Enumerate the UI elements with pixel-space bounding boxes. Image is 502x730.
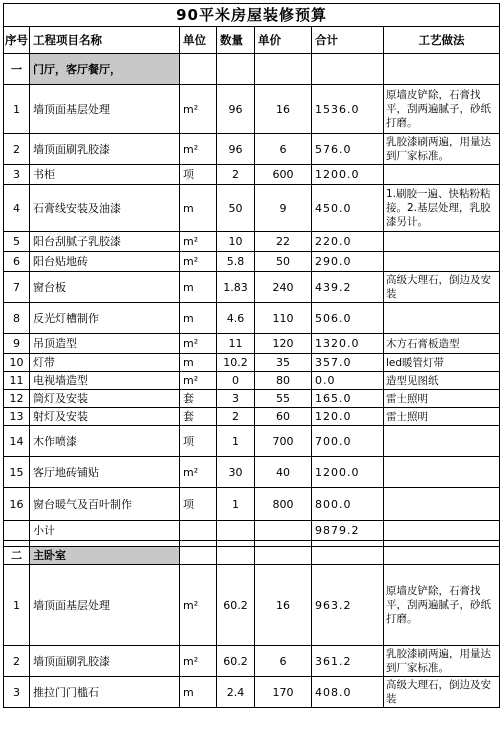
row-qty: 2 [217,408,255,426]
row-total: 1200.0 [312,165,384,185]
row-craft: led暖管灯带 [384,354,500,372]
section-title: 主卧室 [30,547,180,565]
row-craft: 1.刷胶一遍、快粘粉粘接。2.基层处理，乳胶漆另计。 [384,185,500,232]
row-total: 439.2 [312,272,384,303]
subtotal-value: 9879.2 [312,521,384,541]
table-row [4,372,500,390]
row-seq: 6 [4,252,30,272]
row-seq: 4 [4,185,30,232]
row-unit: 套 [180,390,217,408]
row-qty: 1.83 [217,272,255,303]
section-row [4,54,500,85]
row-price: 9 [255,185,312,232]
row-name: 木作喷漆 [30,426,180,457]
row-total: 357.0 [312,354,384,372]
subtotal-label: 小计 [30,521,180,541]
table-row [4,488,500,521]
row-price: 110 [255,303,312,334]
row-price: 700 [255,426,312,457]
row-seq: 5 [4,232,30,252]
row-unit: 套 [180,408,217,426]
row-price: 600 [255,165,312,185]
row-craft: 原墙皮铲除，石膏找平，刮两遍腻子，砂纸打磨。 [384,85,500,134]
section-row [4,547,500,565]
row-total: 408.0 [312,677,384,708]
row-unit: 项 [180,488,217,521]
row-unit: m² [180,232,217,252]
row-unit: m² [180,252,217,272]
col-unit-header: 单位 [180,27,217,54]
row-seq: 8 [4,303,30,334]
row-price: 120 [255,334,312,354]
row-name: 射灯及安装 [30,408,180,426]
row-unit: m² [180,565,217,646]
row-total: 963.2 [312,565,384,646]
row-price: 50 [255,252,312,272]
title-row [4,4,500,27]
row-qty: 50 [217,185,255,232]
row-name: 客厅地砖铺贴 [30,457,180,488]
row-qty: 4.6 [217,303,255,334]
row-price: 6 [255,134,312,165]
row-craft: 原墙皮铲除，石膏找平，刮两遍腻子，砂纸打磨。 [384,565,500,646]
row-seq: 1 [4,565,30,646]
row-seq: 12 [4,390,30,408]
table-row [4,646,500,677]
col-name-header: 工程项目名称 [30,27,180,54]
table-row [4,565,500,646]
row-price: 16 [255,85,312,134]
row-qty: 11 [217,334,255,354]
row-total: 1536.0 [312,85,384,134]
row-craft: 高级大理石，倒边及安装 [384,272,500,303]
table-row [4,165,500,185]
row-unit: m [180,303,217,334]
row-name: 电视墙造型 [30,372,180,390]
row-qty: 5.8 [217,252,255,272]
row-name: 阳台贴地砖 [30,252,180,272]
row-qty: 10.2 [217,354,255,372]
row-seq: 13 [4,408,30,426]
budget-table [3,3,500,708]
row-total: 0.0 [312,372,384,390]
row-unit: m² [180,334,217,354]
table-row [4,390,500,408]
sheet-title: 90平米房屋装修预算 [4,4,500,27]
col-craft-header: 工艺做法 [384,27,500,54]
row-unit: 项 [180,165,217,185]
subtotal-row [4,521,500,541]
col-price-header: 单价 [255,27,312,54]
row-qty: 10 [217,232,255,252]
section-number: 二 [4,547,30,565]
row-name: 墙顶面基层处理 [30,565,180,646]
row-seq: 2 [4,646,30,677]
row-total: 1200.0 [312,457,384,488]
row-total: 576.0 [312,134,384,165]
table-row [4,457,500,488]
row-craft: 乳胶漆刷两遍，用量达到厂家标准。 [384,646,500,677]
section-title: 门厅，客厅餐厅， [30,54,180,85]
row-unit: m [180,272,217,303]
row-seq: 1 [4,85,30,134]
row-unit: m² [180,457,217,488]
table-row [4,677,500,708]
row-total: 506.0 [312,303,384,334]
row-total: 1320.0 [312,334,384,354]
table-row [4,426,500,457]
row-qty: 2 [217,165,255,185]
row-craft: 雷士照明 [384,408,500,426]
row-total: 450.0 [312,185,384,232]
row-unit: 项 [180,426,217,457]
row-qty: 2.4 [217,677,255,708]
row-name: 阳台刮腻子乳胶漆 [30,232,180,252]
row-craft [384,457,500,488]
row-unit: m² [180,646,217,677]
row-name: 推拉门门槛石 [30,677,180,708]
row-seq: 3 [4,677,30,708]
row-total: 120.0 [312,408,384,426]
table-row [4,334,500,354]
row-seq: 7 [4,272,30,303]
row-total: 800.0 [312,488,384,521]
table-row [4,185,500,232]
table-row [4,272,500,303]
row-name: 墙顶面刷乳胶漆 [30,134,180,165]
table-row [4,408,500,426]
row-name: 筒灯及安装 [30,390,180,408]
row-price: 55 [255,390,312,408]
row-price: 170 [255,677,312,708]
row-price: 16 [255,565,312,646]
row-seq: 2 [4,134,30,165]
row-seq: 11 [4,372,30,390]
row-craft [384,488,500,521]
row-craft [384,232,500,252]
row-qty: 1 [217,426,255,457]
row-name: 墙顶面基层处理 [30,85,180,134]
row-seq: 14 [4,426,30,457]
row-price: 80 [255,372,312,390]
table-row [4,303,500,334]
row-name: 吊顶造型 [30,334,180,354]
table-row [4,85,500,134]
row-seq: 10 [4,354,30,372]
row-name: 灯带 [30,354,180,372]
header-row [4,27,500,54]
row-craft [384,252,500,272]
row-unit: m² [180,372,217,390]
row-price: 40 [255,457,312,488]
row-qty: 96 [217,134,255,165]
row-qty: 30 [217,457,255,488]
row-total: 361.2 [312,646,384,677]
row-qty: 60.2 [217,565,255,646]
row-price: 35 [255,354,312,372]
row-price: 800 [255,488,312,521]
row-seq: 15 [4,457,30,488]
budget-sheet [3,3,499,708]
section-number: 一 [4,54,30,85]
row-total: 165.0 [312,390,384,408]
table-row [4,252,500,272]
row-qty: 1 [217,488,255,521]
row-total: 700.0 [312,426,384,457]
row-seq: 9 [4,334,30,354]
row-craft: 高级大理石，倒边及安装 [384,677,500,708]
row-craft: 乳胶漆刷两遍，用量达到厂家标准。 [384,134,500,165]
row-craft: 雷士照明 [384,390,500,408]
row-unit: m² [180,134,217,165]
row-seq: 16 [4,488,30,521]
row-price: 60 [255,408,312,426]
row-name: 墙顶面刷乳胶漆 [30,646,180,677]
row-unit: m [180,185,217,232]
row-qty: 96 [217,85,255,134]
row-unit: m [180,354,217,372]
col-seq-header: 序号 [4,27,30,54]
row-craft: 木方石膏板造型 [384,334,500,354]
row-seq: 3 [4,165,30,185]
col-total-header: 合计 [312,27,384,54]
row-unit: m² [180,85,217,134]
row-qty: 3 [217,390,255,408]
row-price: 6 [255,646,312,677]
row-name: 书柜 [30,165,180,185]
row-craft [384,426,500,457]
row-price: 240 [255,272,312,303]
row-qty: 0 [217,372,255,390]
row-name: 石膏线安装及油漆 [30,185,180,232]
table-row [4,232,500,252]
col-qty-header: 数量 [217,27,255,54]
row-name: 窗台板 [30,272,180,303]
row-craft [384,165,500,185]
row-qty: 60.2 [217,646,255,677]
row-craft: 造型见图纸 [384,372,500,390]
row-unit: m [180,677,217,708]
table-row [4,134,500,165]
row-name: 反光灯槽制作 [30,303,180,334]
row-craft [384,303,500,334]
row-name: 窗台暖气及百叶制作 [30,488,180,521]
row-total: 220.0 [312,232,384,252]
row-price: 22 [255,232,312,252]
table-row [4,354,500,372]
row-total: 290.0 [312,252,384,272]
